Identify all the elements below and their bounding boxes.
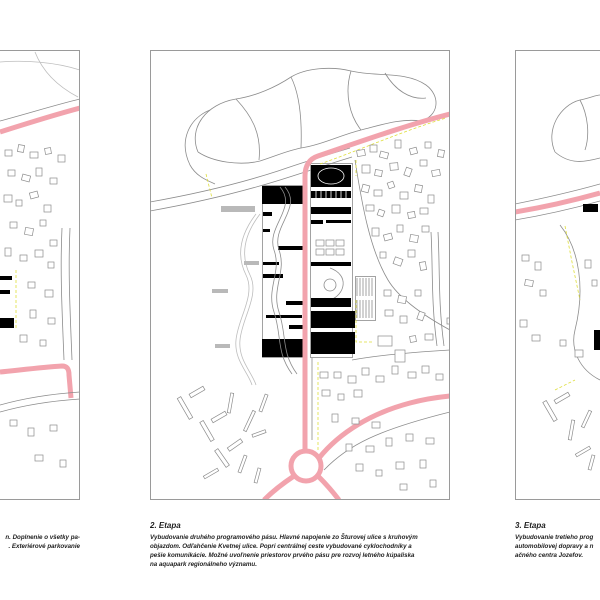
caption-text: . Exteriérové parkovanie bbox=[8, 543, 80, 550]
roundabout bbox=[291, 451, 321, 481]
program-block bbox=[326, 220, 351, 223]
trail-path bbox=[236, 214, 256, 385]
building-outline bbox=[354, 390, 362, 397]
main-road bbox=[264, 476, 294, 500]
building-outline bbox=[393, 257, 403, 266]
building-outline bbox=[560, 340, 566, 346]
building-outline bbox=[419, 262, 426, 271]
building-outline bbox=[409, 234, 418, 242]
building-outline bbox=[581, 410, 591, 428]
building-outline bbox=[24, 227, 33, 235]
building-outline bbox=[414, 184, 422, 192]
stage-1-caption bbox=[0, 533, 80, 551]
building-outline bbox=[336, 249, 344, 255]
stage-2-caption bbox=[150, 521, 450, 569]
caption-line: na aquapark regionálneho významu. bbox=[150, 561, 257, 568]
existing-building bbox=[221, 206, 255, 212]
building-outline bbox=[203, 468, 218, 479]
park-path bbox=[555, 152, 600, 161]
building-outline bbox=[316, 249, 324, 255]
building-outline bbox=[436, 374, 443, 380]
building-outline bbox=[17, 145, 24, 153]
building-outline bbox=[386, 438, 392, 446]
building-outline bbox=[575, 446, 590, 457]
park-path bbox=[291, 77, 301, 148]
building-outline bbox=[588, 455, 595, 470]
building-group bbox=[520, 255, 597, 470]
building-outline bbox=[356, 464, 363, 471]
building-outline bbox=[346, 444, 352, 451]
building-outline bbox=[372, 422, 380, 428]
building-outline bbox=[535, 262, 541, 270]
building-outline bbox=[430, 480, 436, 487]
building-outline bbox=[366, 205, 374, 211]
building-outline bbox=[200, 420, 214, 441]
building-outline bbox=[396, 462, 404, 469]
building-outline bbox=[361, 184, 370, 193]
building-outline bbox=[227, 393, 233, 413]
building-outline bbox=[316, 240, 324, 246]
building-outline bbox=[437, 150, 444, 158]
building-outline bbox=[16, 200, 22, 206]
building-outline bbox=[28, 428, 34, 436]
stage-title: 2. Etapa bbox=[150, 521, 181, 530]
building-outline bbox=[211, 411, 227, 422]
program-block bbox=[286, 301, 303, 305]
stage-1-plan bbox=[0, 51, 80, 500]
caption-line: pešie komunikácie. Možné uvoľnenie priestorov prvého pásu pre rozvoj letného kúpaliska bbox=[150, 552, 415, 559]
building-outline bbox=[520, 320, 527, 327]
program-block bbox=[0, 318, 14, 328]
building-outline bbox=[40, 220, 46, 226]
building-outline bbox=[326, 240, 334, 246]
building-outline bbox=[370, 145, 377, 152]
building-outline bbox=[189, 386, 205, 397]
site-boundary bbox=[555, 380, 575, 390]
building-outline bbox=[400, 316, 407, 323]
building-outline bbox=[332, 414, 338, 422]
building-outline bbox=[227, 439, 242, 451]
building-outline bbox=[259, 394, 268, 412]
building-outline bbox=[50, 425, 57, 431]
program-block bbox=[311, 220, 323, 224]
building-outline bbox=[384, 290, 391, 296]
building-outline bbox=[322, 390, 330, 396]
building-outline bbox=[48, 318, 55, 324]
program-block bbox=[311, 262, 351, 266]
building-outline bbox=[45, 290, 53, 297]
park-path bbox=[195, 68, 436, 152]
building-outline bbox=[5, 248, 11, 256]
building-outline bbox=[376, 470, 382, 476]
caption-line: Vybudovanie tretieho prog bbox=[515, 534, 594, 541]
building-outline bbox=[387, 181, 395, 189]
building-outline bbox=[420, 460, 426, 468]
building-outline bbox=[40, 340, 46, 346]
building-outline bbox=[20, 255, 27, 261]
building-outline bbox=[336, 240, 344, 246]
building-outline bbox=[406, 434, 413, 441]
building-outline bbox=[397, 225, 403, 232]
building-outline bbox=[522, 255, 529, 261]
building-outline bbox=[29, 191, 38, 199]
building-outline bbox=[376, 376, 384, 382]
building-outline bbox=[4, 195, 12, 202]
building-outline bbox=[409, 147, 417, 155]
program-block bbox=[289, 325, 303, 329]
building-outline bbox=[10, 222, 17, 228]
small-roundabout bbox=[324, 279, 336, 291]
main-road bbox=[319, 396, 450, 458]
park-path bbox=[348, 71, 361, 130]
building-outline bbox=[408, 250, 415, 257]
building-outline bbox=[385, 310, 393, 316]
existing-building bbox=[244, 261, 259, 265]
program-block bbox=[266, 315, 302, 318]
stage-3-plan bbox=[515, 51, 600, 500]
caption-text: n. Doplnenie o všetky pa- bbox=[5, 534, 80, 541]
site-boundary bbox=[565, 226, 580, 300]
building-outline bbox=[525, 279, 534, 286]
building-outline bbox=[447, 318, 454, 324]
building-outline bbox=[5, 150, 12, 156]
building-outline bbox=[377, 209, 385, 217]
building-outline bbox=[378, 336, 392, 346]
building-outline bbox=[58, 155, 65, 162]
building-outline bbox=[408, 372, 416, 378]
building-outline bbox=[177, 397, 192, 420]
building-outline bbox=[238, 455, 247, 473]
building-outline bbox=[44, 205, 51, 212]
building-outline bbox=[575, 350, 583, 357]
winding-path bbox=[330, 268, 343, 300]
caption-line: Vybudovanie druhého programového pásu. Hlavné napojenie zo Šturovej ulice s kruhovým bbox=[150, 534, 418, 541]
building-outline bbox=[420, 208, 428, 214]
street-line bbox=[61, 228, 64, 360]
building-outline bbox=[422, 366, 429, 373]
building-outline bbox=[585, 260, 591, 268]
building-outline bbox=[415, 290, 421, 296]
building-outline bbox=[592, 280, 597, 286]
street-line bbox=[438, 232, 444, 346]
building-outline bbox=[28, 282, 35, 288]
building-outline bbox=[35, 455, 43, 461]
main-road bbox=[0, 366, 71, 398]
program-block bbox=[0, 290, 10, 294]
building-outline bbox=[60, 460, 66, 467]
building-outline bbox=[366, 446, 374, 452]
building-outline bbox=[422, 226, 429, 232]
building-outline bbox=[243, 410, 255, 431]
building-outline bbox=[379, 151, 388, 159]
parking-stalls bbox=[357, 278, 372, 318]
building-outline bbox=[417, 311, 425, 321]
building-outline bbox=[400, 484, 407, 490]
building-outline bbox=[383, 233, 392, 241]
building-outline bbox=[372, 228, 379, 236]
panel-frame bbox=[151, 51, 450, 500]
building-outline bbox=[348, 376, 356, 383]
caption-line: objazdom. Odľahčenie Kvetnej ulice. Popri centrálnej ceste vybudované cyklochodníky a bbox=[150, 543, 412, 550]
building-outline bbox=[428, 195, 434, 203]
program-block bbox=[311, 207, 351, 214]
building-outline bbox=[425, 142, 431, 148]
building-outline bbox=[362, 165, 370, 173]
building-outline bbox=[20, 335, 27, 342]
building-outline bbox=[48, 262, 54, 268]
building-outline bbox=[362, 368, 369, 375]
building-outline bbox=[326, 249, 334, 255]
building-outline bbox=[375, 169, 383, 176]
park-path bbox=[236, 99, 259, 160]
building-outline bbox=[540, 290, 546, 296]
building-outline bbox=[50, 240, 57, 246]
park-path bbox=[552, 95, 600, 152]
building-outline bbox=[410, 336, 417, 343]
building-outline bbox=[45, 148, 52, 155]
building-outline bbox=[392, 366, 398, 374]
building-outline bbox=[252, 430, 266, 438]
building-outline bbox=[357, 149, 366, 156]
building-outline bbox=[425, 334, 433, 340]
building-outline bbox=[334, 372, 341, 378]
program-block bbox=[594, 330, 600, 350]
park-path bbox=[580, 100, 588, 150]
building-outline bbox=[352, 418, 359, 424]
building-outline bbox=[532, 335, 540, 341]
caption-line bbox=[0, 542, 80, 551]
stage-2-plan bbox=[150, 51, 454, 501]
building-outline bbox=[568, 420, 574, 440]
program-block bbox=[263, 229, 270, 232]
caption-line: ačného centra Jozefov. bbox=[515, 552, 584, 559]
building-outline bbox=[390, 163, 399, 171]
building-outline bbox=[380, 252, 386, 258]
building-outline bbox=[30, 152, 38, 158]
main-road bbox=[0, 108, 80, 132]
program-block bbox=[0, 276, 12, 280]
stage-3-caption bbox=[515, 521, 600, 560]
existing-building bbox=[212, 289, 228, 293]
parking-area bbox=[356, 277, 376, 321]
building-outline bbox=[374, 190, 382, 196]
building-outline bbox=[395, 140, 401, 148]
caption-line bbox=[0, 533, 80, 542]
caption-line: automobilovej dopravy a n bbox=[515, 543, 594, 550]
street-line bbox=[69, 228, 72, 360]
building-outline bbox=[400, 192, 408, 199]
building-outline bbox=[554, 392, 570, 403]
building-outline bbox=[392, 205, 400, 213]
building-outline bbox=[543, 400, 557, 421]
building-outline bbox=[408, 211, 416, 218]
building-outline bbox=[397, 295, 406, 303]
building-outline bbox=[338, 394, 344, 400]
main-road bbox=[318, 476, 339, 500]
program-block bbox=[346, 336, 355, 350]
building-outline bbox=[21, 174, 30, 182]
building-outline bbox=[10, 420, 17, 426]
building-outline bbox=[35, 250, 43, 257]
building-outline bbox=[426, 438, 434, 444]
program-block bbox=[278, 246, 303, 250]
building-outline bbox=[8, 170, 15, 176]
site-boundary bbox=[356, 300, 372, 342]
building-outline bbox=[420, 160, 427, 166]
building-outline bbox=[320, 372, 328, 378]
park-path bbox=[35, 52, 78, 97]
site-boundary bbox=[206, 174, 212, 198]
program-block bbox=[263, 212, 272, 216]
program-block bbox=[583, 204, 598, 212]
building-outline bbox=[432, 169, 441, 176]
building-outline bbox=[404, 167, 412, 177]
program-block bbox=[311, 311, 355, 328]
building-outline bbox=[215, 449, 230, 468]
building-outline bbox=[254, 468, 261, 483]
panel-frame bbox=[516, 51, 600, 500]
building-outline bbox=[395, 350, 405, 362]
existing-building bbox=[215, 344, 230, 348]
program-block bbox=[262, 186, 303, 204]
building-outline bbox=[30, 310, 36, 318]
road-line bbox=[0, 399, 80, 412]
building-outline bbox=[36, 168, 42, 176]
street-line bbox=[431, 232, 437, 346]
building-outline bbox=[50, 178, 57, 184]
stage-title: 3. Etapa bbox=[515, 521, 546, 530]
building-group bbox=[4, 145, 66, 467]
program-block bbox=[311, 298, 351, 307]
